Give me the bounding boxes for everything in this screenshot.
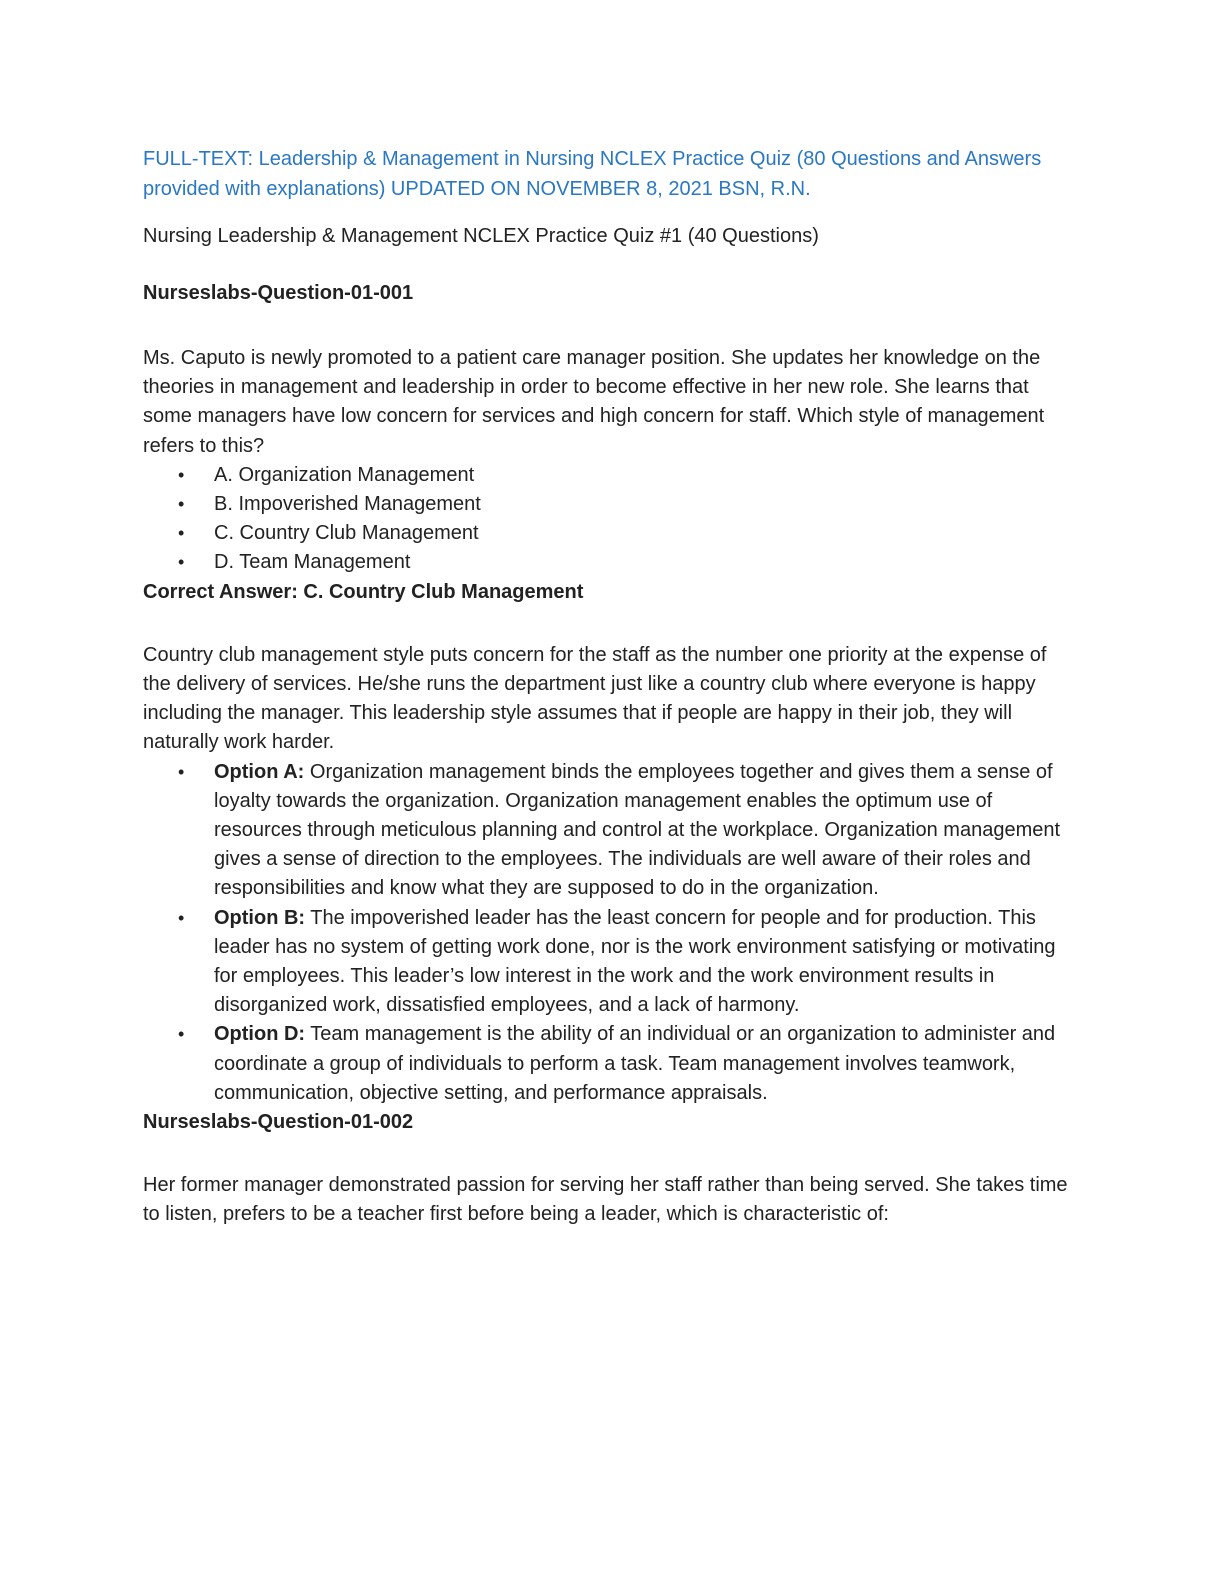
choice-text: B. Impoverished Management — [214, 493, 481, 516]
choice-item — [143, 461, 1068, 490]
rationale-label: Option A: — [214, 760, 305, 783]
bullet-icon: • — [178, 464, 185, 485]
document-page — [143, 144, 1068, 1230]
choice-item — [143, 519, 1068, 548]
document-title-link[interactable]: FULL-TEXT: Leadership & Management in Nursing NCLEX Practice Quiz (80 Questions and Answers provided with explanations) UPDATED ON NOVEMBER 8, 2021 BSN, R.N. — [143, 148, 1042, 200]
rationale-item — [143, 758, 1068, 904]
question-2-stem: Her former manager demonstrated passion for serving her staff rather than being served. She takes time to listen, prefers to be a teacher first before being a leader, which is characteristic of: — [143, 1174, 1068, 1226]
question-2-id: Nurseslabs-Question-01-002 — [143, 1111, 414, 1134]
bullet-icon: • — [178, 523, 185, 544]
question-1-explanation: Country club management style puts concern for the staff as the number one priority at the expense of the delivery of services. He/she runs the department just like a country club where everyone is happy including the manager. This leadership style assumes that if people are happy in their job, they will naturally work harder. — [143, 643, 1047, 754]
question-1-rationales — [143, 758, 1068, 1108]
question-1-choices — [143, 461, 1068, 578]
rationale-text: The impoverished leader has the least concern for people and for production. This leader has no system of getting work done, nor is the work environment satisfying or motivating for employees. This leader’s low interest in the work and the work environment results in disorganized work, dissatisfied employees, and a lack of harmony. — [214, 906, 1056, 1017]
choice-item — [143, 490, 1068, 519]
rationale-text: Team management is the ability of an individual or an organization to administer and coordinate a group of individuals to perform a task. Team management involves teamwork, communication, objective setting, and performance appraisals. — [214, 1023, 1056, 1104]
bullet-icon: • — [178, 1024, 185, 1045]
bullet-icon: • — [178, 907, 185, 928]
bullet-icon: • — [178, 552, 185, 573]
question-1-id: Nurseslabs-Question-01-001 — [143, 282, 414, 304]
rationale-text: Organization management binds the employees together and gives them a sense of loyalty towards the organization. Organization management enables the optimum use of resources through meticulous planning and control at the workplace. Organization management gives a sense of direction to the employees. The individuals are well aware of their roles and responsibilities and know what they are supposed to do in the organization. — [214, 760, 1061, 900]
bullet-icon: • — [178, 761, 185, 782]
choice-text: D. Team Management — [214, 551, 411, 574]
question-1-stem: Ms. Caputo is newly promoted to a patient care manager position. She updates her knowledge on the theories in management and leadership in order to become effective in her new role. She learns that some managers have low concern for services and high concern for staff. Which style of management refers to this? — [143, 347, 1045, 457]
bullet-icon: • — [178, 494, 185, 515]
choice-text: A. Organization Management — [214, 463, 475, 486]
rationale-item — [143, 1020, 1068, 1108]
choice-text: C. Country Club Management — [214, 522, 479, 545]
choice-item — [143, 548, 1068, 577]
rationale-label: Option D: — [214, 1023, 306, 1046]
rationale-item — [143, 904, 1068, 1021]
rationale-label: Option B: — [214, 906, 306, 929]
question-1-correct-answer: Correct Answer: C. Country Club Management — [143, 580, 584, 603]
document-subtitle: Nursing Leadership & Management NCLEX Practice Quiz #1 (40 Questions) — [143, 225, 819, 247]
